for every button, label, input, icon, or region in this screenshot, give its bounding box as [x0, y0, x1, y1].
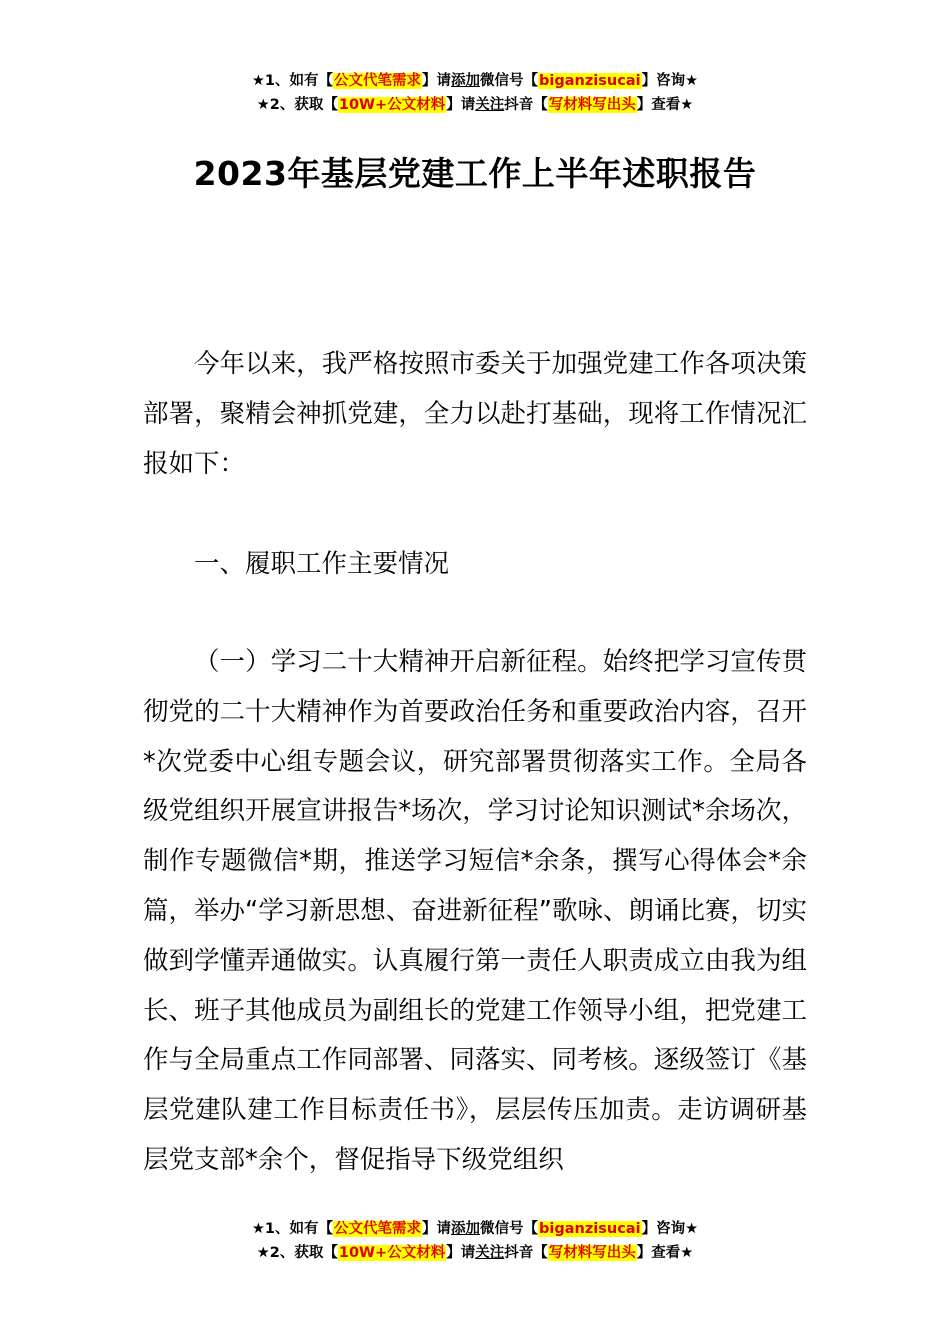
footer-banner	[0, 1217, 950, 1265]
intro-paragraph: 今年以来，我严格按照市委关于加强党建工作各项决策部署，聚精会神抓党建，全力以赴打基础，现将工作情况汇报如下：	[143, 349, 807, 479]
banner-text: 】请	[446, 1245, 476, 1261]
banner-text: 】请	[422, 1221, 452, 1237]
banner-line-2	[0, 1241, 950, 1265]
banner-text: 】咨询★	[641, 73, 699, 89]
banner-text: 抖音【	[504, 1245, 548, 1261]
banner-text: ★2、获取【	[256, 97, 338, 113]
banner-highlight: 写材料写出头	[548, 97, 636, 113]
banner-highlight: biganzisucai	[539, 73, 641, 89]
document-title: 2023年基层党建工作上半年述职报告	[193, 154, 757, 193]
banner-text: ★1、如有【	[251, 73, 334, 89]
banner-text: ★2、获取【	[256, 1245, 338, 1261]
banner-text: ★1、如有【	[251, 1221, 334, 1237]
banner-text: 抖音【	[504, 97, 548, 113]
banner-emphasis: 关注	[475, 1245, 505, 1261]
banner-text: 】查看★	[636, 1245, 694, 1261]
banner-highlight: 写材料写出头	[548, 1245, 636, 1261]
banner-highlight: biganzisucai	[539, 1221, 641, 1237]
banner-text: 微信号【	[480, 1221, 539, 1237]
banner-line-1	[0, 69, 950, 93]
banner-text: 】请	[446, 97, 476, 113]
section-heading: 一、履职工作主要情况	[194, 549, 450, 579]
banner-line-2	[0, 93, 950, 117]
body-paragraph: （一）学习二十大精神开启新征程。始终把学习宣传贯彻党的二十大精神作为首要政治任务和重要政治内容，召开*次党委中心组专题会议，研究部署贯彻落实工作。全局各级党组织开展宣讲报告*场次，学习讨论知识测试*余场次，制作专题微信*期，推送学习短信*余条，撰写心得体会*余篇，举办“学习新思想、奋进新征程”歌咏、朗诵比赛，切实做到学懂弄通做实。认真履行第一责任人职责成立由我为组长、班子其他成员为副组长的党建工作领导小组，把党建工作与全局重点工作同部署、同落实、同考核。逐级签订《基层党建队建工作目标责任书》，层层传压加责。走访调研基层党支部*余个，督促指导下级党组织	[143, 647, 807, 1175]
header-banner	[0, 69, 950, 117]
banner-emphasis: 添加	[451, 73, 481, 89]
banner-line-1	[0, 1217, 950, 1241]
banner-highlight: 10W+公文材料	[338, 97, 446, 113]
banner-text: 】请	[422, 73, 452, 89]
banner-text: 】咨询★	[641, 1221, 699, 1237]
banner-highlight: 10W+公文材料	[338, 1245, 446, 1261]
banner-emphasis: 添加	[451, 1221, 481, 1237]
banner-emphasis: 关注	[475, 97, 505, 113]
banner-text: 】查看★	[636, 97, 694, 113]
banner-highlight: 公文代笔需求	[334, 73, 422, 89]
banner-highlight: 公文代笔需求	[334, 1221, 422, 1237]
banner-text: 微信号【	[480, 73, 539, 89]
